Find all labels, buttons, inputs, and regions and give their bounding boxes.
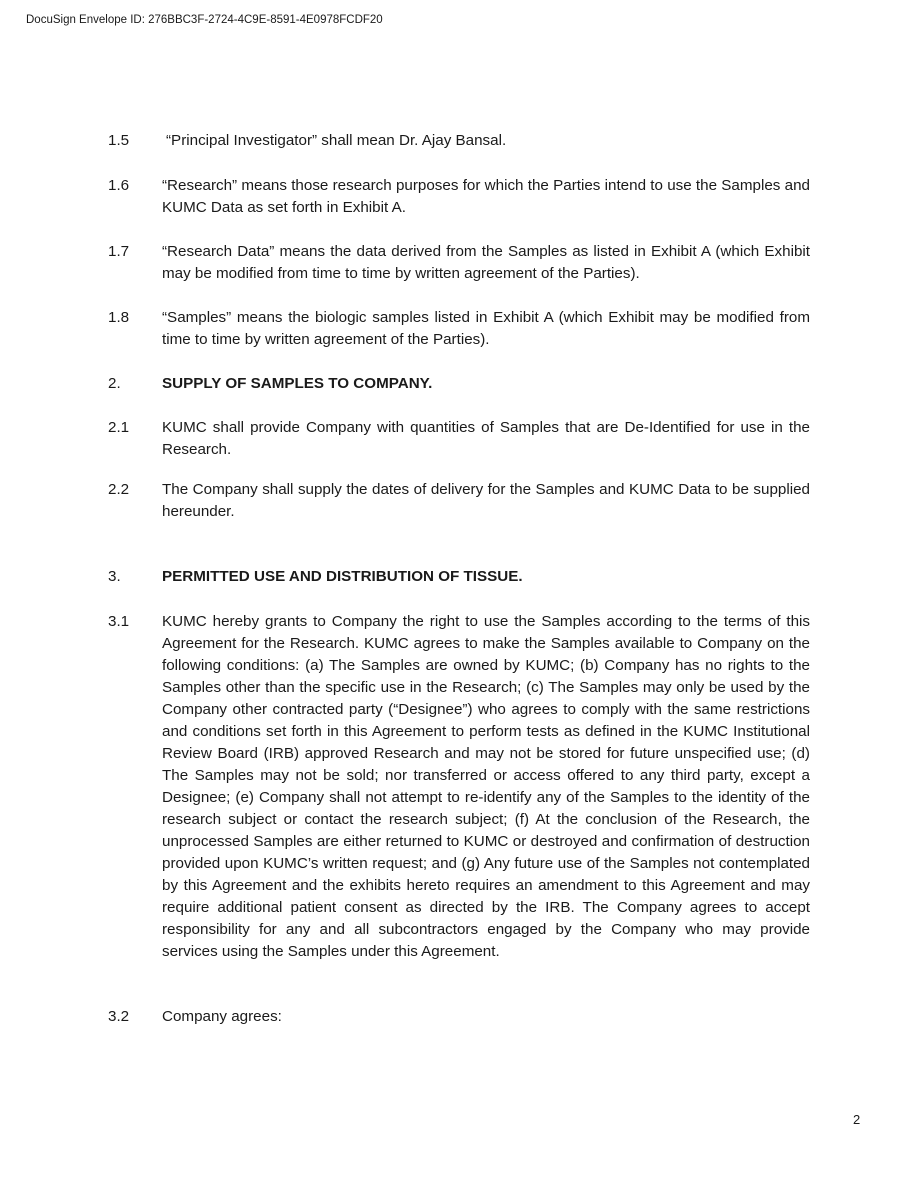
section-number: 2. bbox=[108, 375, 121, 392]
clause-2-1 bbox=[108, 417, 810, 461]
clause-text: “Research Data” means the data derived from the Samples as listed in Exhibit A (which Exhibit may be modified from time to time by written agreement of the Parties). bbox=[162, 243, 810, 282]
clause-number: 1.8 bbox=[108, 309, 130, 326]
clause-1-7 bbox=[108, 241, 810, 285]
section-number: 3. bbox=[108, 568, 121, 585]
clause-text: KUMC hereby grants to Company the right to use the Samples according to the terms of this Agreement for the Research. KUMC agrees to make the Samples available to Company on the following conditions: (a) The Samples are owned by KUMC; (b) Company has no rights to the Samples other than the specific use in the Research; (c) The Samples may only be used by the Company other contracted party (“Designee”) who agrees to comply with the same restrictions and conditions set forth in this Agreement to perform tests as defined in the KUMC Institutional Review Board (IRB) approved Research and may not be stored for future unspecified use; (d) The Samples may not be sold; nor transferred or access offered to any third party, except a Designee; (e) Company shall not attempt to re-identify any of the Samples to the identity of the research subject or contact the research subject; (f) At the conclusion of the Research, the unprocessed Samples are either returned to KUMC or destroyed and confirmation of destruction provided upon KUMC’s written request; and (g) Any future use of the Samples not contemplated by this Agreement and the exhibits hereto requires an amendment to this Agreement and may require additional patient consent as directed by the IRB. The Company agrees to accept responsibility for any and all subcontractors engaged by the Company who may provide services using the Samples under this Agreement. bbox=[162, 613, 810, 960]
clause-3-2 bbox=[108, 1006, 810, 1028]
clause-text: “Research” means those research purposes for which the Parties intend to use the Samples and KUMC Data as set forth in Exhibit A. bbox=[162, 177, 810, 216]
clause-number: 3.1 bbox=[108, 613, 130, 630]
clause-3-1 bbox=[108, 611, 810, 963]
section-heading-3 bbox=[108, 566, 810, 588]
page-number: 2 bbox=[853, 1112, 861, 1127]
clause-number: 2.1 bbox=[108, 419, 130, 436]
clause-number: 1.5 bbox=[108, 132, 130, 149]
clause-number: 1.6 bbox=[108, 177, 130, 194]
clause-text: Company agrees: bbox=[162, 1008, 282, 1025]
clause-text: KUMC shall provide Company with quantities of Samples that are De-Identified for use in the Research. bbox=[162, 419, 810, 458]
clause-number: 1.7 bbox=[108, 243, 130, 260]
section-title: SUPPLY OF SAMPLES TO COMPANY. bbox=[162, 375, 433, 392]
clause-number: 2.2 bbox=[108, 481, 130, 498]
clause-1-8 bbox=[108, 307, 810, 351]
clause-text: “Samples” means the biologic samples listed in Exhibit A (which Exhibit may be modified from time to time by written agreement of the Parties). bbox=[162, 309, 810, 348]
clause-text: “Principal Investigator” shall mean Dr. Ajay Bansal. bbox=[166, 132, 507, 149]
clause-1-6 bbox=[108, 175, 810, 219]
clause-2-2 bbox=[108, 479, 810, 523]
section-heading-2 bbox=[108, 373, 810, 395]
clause-1-5 bbox=[108, 130, 810, 152]
section-title: PERMITTED USE AND DISTRIBUTION OF TISSUE. bbox=[162, 568, 523, 585]
clause-text: The Company shall supply the dates of delivery for the Samples and KUMC Data to be supplied hereunder. bbox=[162, 481, 810, 520]
clause-number: 3.2 bbox=[108, 1008, 130, 1025]
docusign-envelope-id: DocuSign Envelope ID: 276BBC3F-2724-4C9E-8591-4E0978FCDF20 bbox=[26, 14, 383, 26]
